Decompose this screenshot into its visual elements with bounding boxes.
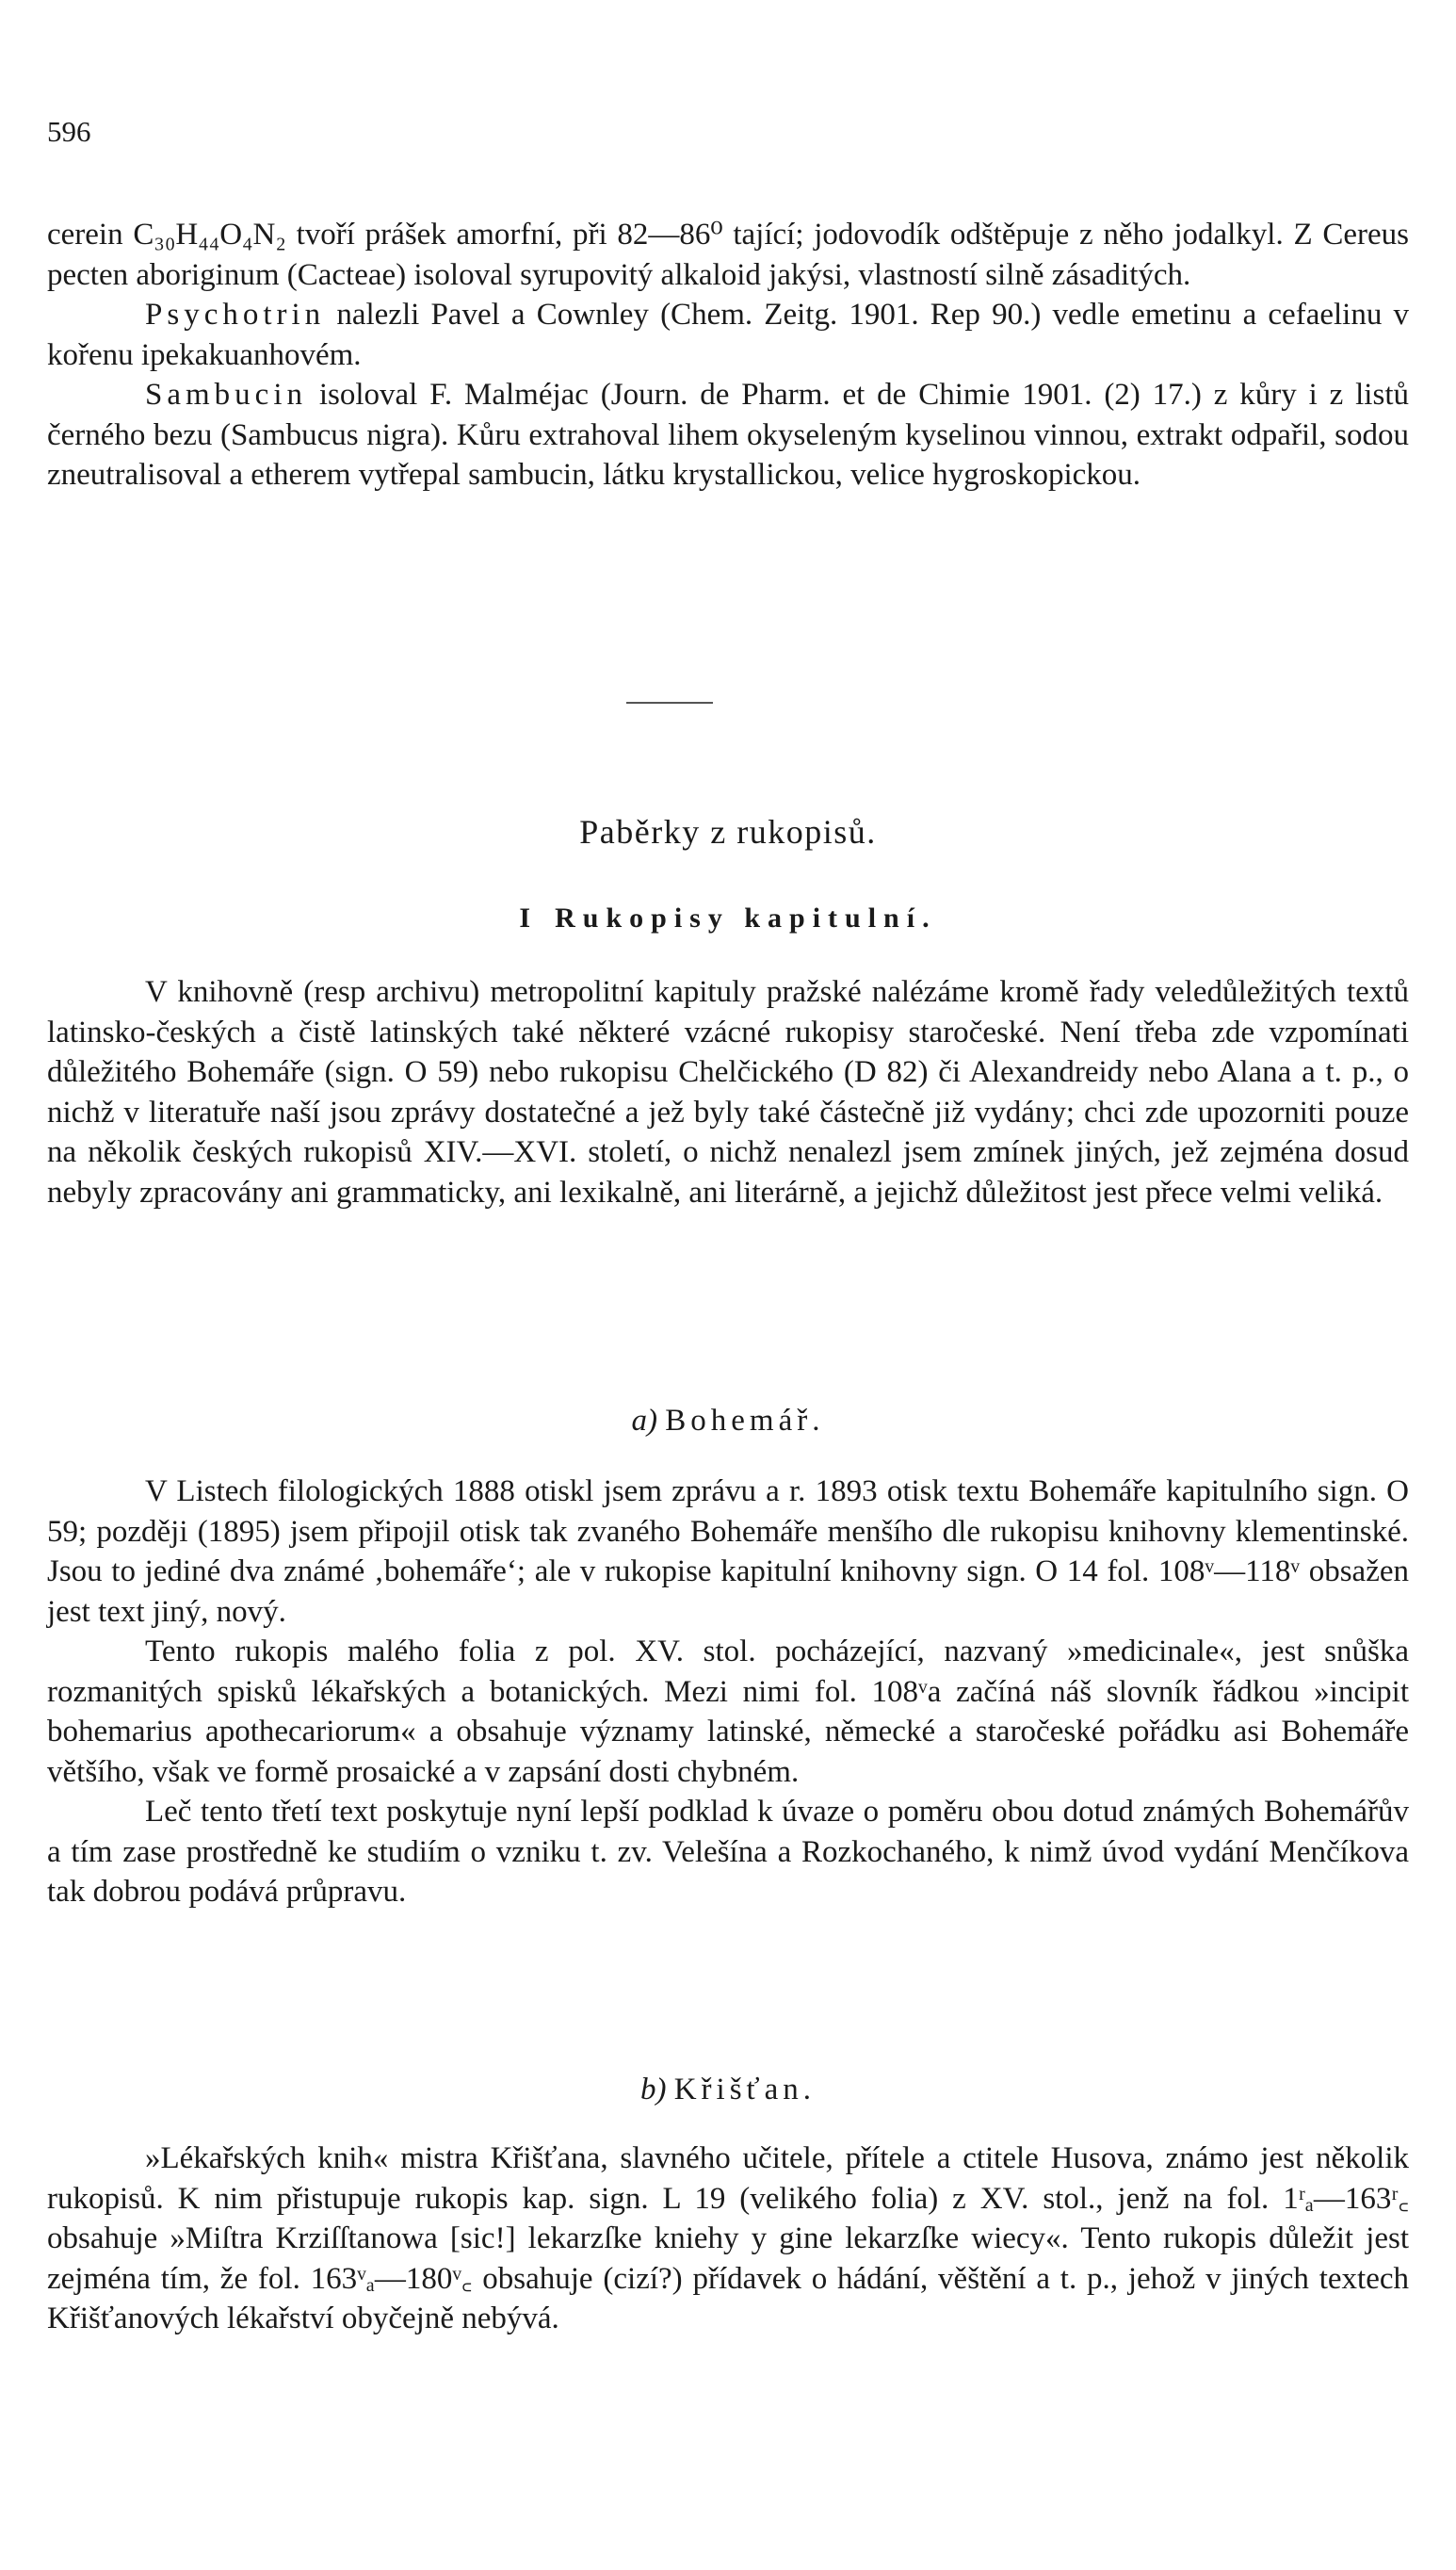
subsection-b-heading <box>0 2073 1456 2107</box>
subsection-b-marker: b) <box>639 2073 667 2106</box>
subsection-a-label: Bohemář. <box>665 1404 825 1438</box>
term-psychotrin: Psychotrin <box>145 298 326 332</box>
page-number: 596 <box>47 115 91 148</box>
term-sambucin: Sambucin <box>145 378 307 412</box>
subsection-a-heading <box>0 1404 1456 1439</box>
subtitle-number: I <box>519 903 531 934</box>
intro-paragraph-sambucin <box>47 375 1409 496</box>
subtitle-label: Rukopisy kapitulní. <box>555 903 937 934</box>
subsection-b-label: Křišťan. <box>673 2073 817 2106</box>
bohemar-paragraph-2: Tento rukopis malého folia z pol. XV. stol. pocházející, nazvaný »medicinale«, jest snůška rozmanitých spisků lékařských a botanických. Mezi nimi fol. 108ᵛa začíná náš slovník řádkou »incipit bohemarius apothecariorum« a obsahuje významy latinské, německé a staročeské pořádku asi Bohemáře většího, však ve formě prosaické a v zapsání dosti chybném. <box>47 1635 1409 1789</box>
subsection-a-block <box>47 1472 1409 1912</box>
bohemar-paragraph-1: V Listech filologických 1888 otiskl jsem zprávu a r. 1893 otisk textu Bohemáře kapitulního sign. O 59; později (1895) jsem připojil otisk tak zvaného Bohemáře menšího dle rukopisu knihovny klementinské. Jsou to jediné dva známé ‚bohemáře‘; ale v rukopise kapitulní knihovny sign. O 14 fol. 108ᵛ—118ᵛ obsažen jest text jiný, nový. <box>47 1474 1409 1629</box>
psychotrin-text: nalezli Pavel a Cownley (Chem. Zeitg. 1901. Rep 90.) vedle emetinu a cefaelinu v kořenu ipekakuanhovém. <box>47 298 1409 372</box>
section-divider <box>626 702 713 704</box>
section-paragraph: V knihovně (resp archivu) metropolitní kapituly pražské nalézáme kromě řady veledůležitých textů latinsko-českých a čistě latinských také některé vzácné rukopisy staročeské. Není třeba zde vzpomínati důležitého Bohemáře (sign. O 59) nebo rukopisu Chelčického (D 82) či Alexandreidy nebo Alana a t. p., o nichž v literatuře naší jsou zprávy dostatečné a jež byly také částečně již vydány; chci zde upozorniti pouze na několik českých rukopisů XIV.—XVI. století, o nichž nenalezl jsem zmínek jiných, jež zejména dosud nebyly zpracovány ani grammaticky, ani lexikalně, ani literárně, a jejichž důležitost jest přece velmi veliká. <box>47 975 1409 1210</box>
subsection-a-marker: a) <box>631 1404 658 1438</box>
subsection-b-block <box>47 2139 1409 2339</box>
kristan-paragraph: »Lékařských knih« mistra Křišťana, slavného učitele, přítele a ctitele Husova, známo jest několik rukopisů. K nim přistupuje rukopis kap. sign. L 19 (velikého folia) z XV. stol., jenž na fol. 1ʳₐ—163ʳ꜀ obsahuje »Miſtra Krziſſtanowa [sic!] lekarzſke kniehy y gine lekarzſke wiecy«. Tento rukopis důležit jest zejména tím, že fol. 163ᵛₐ—180ᵛ꜀ obsahuje (cizí?) přídavek o hádání, věštění a t. p., jehož v jiných textech Křišťanových lékařství obyčejně nebývá. <box>47 2141 1409 2335</box>
section-title: Paběrky z rukopisů. <box>579 813 877 851</box>
sambucin-text: isoloval F. Malméjac (Journ. de Pharm. et de Chimie 1901. (2) 17.) z kůry i z listů černého bezu (Sambucus nigra). Kůru extrahoval lihem okyseleným kyselinou vinnou, extrakt odpařil, sodou zneutralisoval a etherem vytřepal sambucin, látku krystallickou, velice hygroskopickou. <box>47 378 1409 492</box>
bohemar-paragraph-3: Leč tento třetí text poskytuje nyní lepší podklad k úvaze o poměru obou dotud známých Bohemářův a tím zase prostředně ke studiím o vzniku t. zv. Velešína a Rozkochaného, k nimž úvod vydání Menčíkova tak dobrou podává průpravu. <box>47 1795 1409 1909</box>
intro-paragraph-cerein: cerein C₃₀H₄₄O₄N₂ tvoří prášek amorfní, při 82—86⁰ tající; jodovodík odštěpuje z něho jodalkyl. Z Cereus pecten aboriginum (Cacteae) isoloval syrupovitý alkaloid jakýsi, vlastností silně zásaditých. <box>47 218 1409 292</box>
intro-paragraph-psychotrin <box>47 295 1409 375</box>
intro-block <box>47 215 1409 496</box>
section-intro-block <box>47 972 1409 1212</box>
section-subtitle <box>0 903 1456 935</box>
